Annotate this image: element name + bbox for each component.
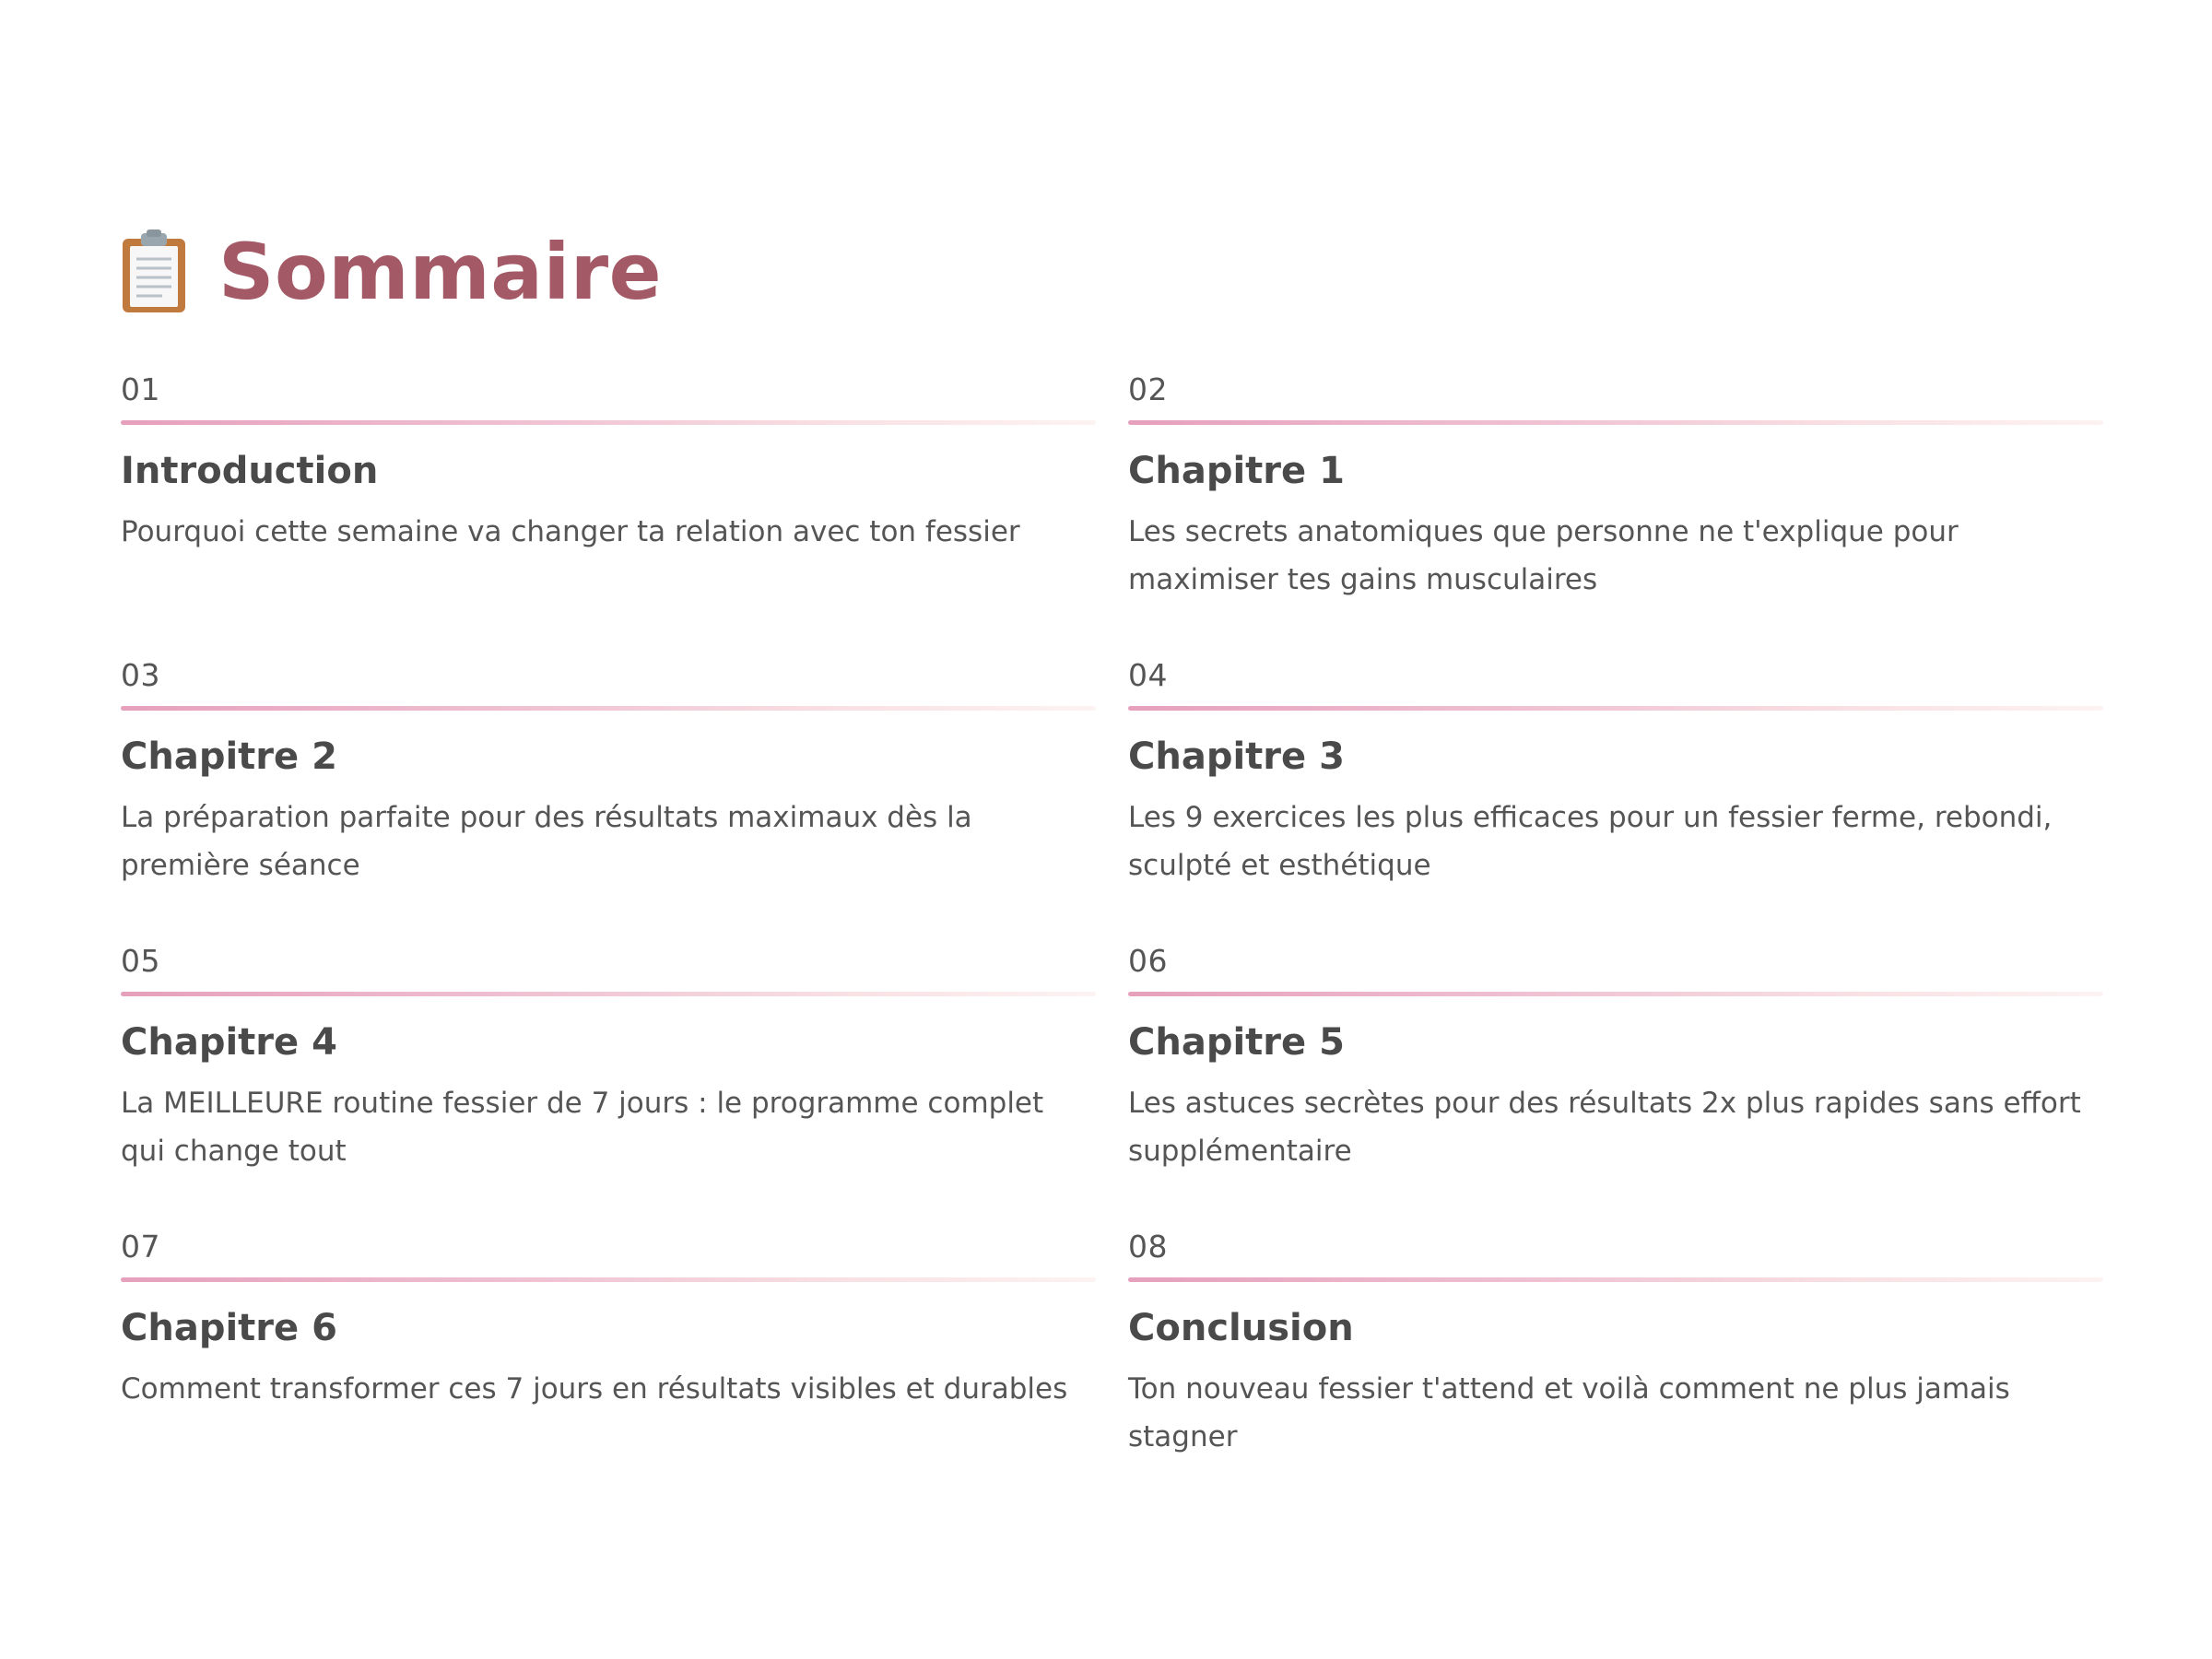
entry-divider bbox=[121, 420, 1096, 425]
entry-title: Chapitre 5 bbox=[1128, 1021, 1345, 1064]
toc-entry-02[interactable] bbox=[1128, 369, 2103, 654]
entry-number: 03 bbox=[121, 657, 160, 693]
entry-title: Conclusion bbox=[1128, 1307, 1354, 1349]
entry-divider bbox=[1128, 420, 2103, 425]
entry-number: 04 bbox=[1128, 657, 1168, 693]
entry-title: Introduction bbox=[121, 450, 379, 492]
entry-description: Les secrets anatomiques que personne ne t'explique pour maximiser tes gains musculaires bbox=[1128, 515, 1959, 596]
toc-entry-08[interactable] bbox=[1128, 1226, 2103, 1512]
entry-divider bbox=[121, 706, 1096, 711]
toc-entry-07[interactable] bbox=[121, 1226, 1096, 1512]
entry-title: Chapitre 4 bbox=[121, 1021, 337, 1064]
entry-divider bbox=[1128, 1277, 2103, 1282]
entry-number: 08 bbox=[1128, 1229, 1168, 1265]
toc-entry-03[interactable] bbox=[121, 654, 1096, 940]
entry-description: Ton nouveau fessier t'attend et voilà comment ne plus jamais stagner bbox=[1128, 1372, 2010, 1453]
entry-number: 02 bbox=[1128, 371, 1168, 407]
clipboard-icon bbox=[121, 229, 187, 314]
toc-entry-04[interactable] bbox=[1128, 654, 2103, 940]
page-header bbox=[121, 221, 2110, 323]
entry-title: Chapitre 1 bbox=[1128, 450, 1345, 492]
entry-divider bbox=[1128, 706, 2103, 711]
entry-description: La préparation parfaite pour des résultats maximaux dès la première séance bbox=[121, 801, 972, 882]
page-title: Sommaire bbox=[218, 227, 663, 317]
entry-title: Chapitre 2 bbox=[121, 735, 337, 778]
entry-description: Pourquoi cette semaine va changer ta relation avec ton fessier bbox=[121, 515, 1020, 548]
entry-number: 06 bbox=[1128, 943, 1168, 979]
entry-title: Chapitre 3 bbox=[1128, 735, 1345, 778]
toc-entry-05[interactable] bbox=[121, 940, 1096, 1226]
entry-description: Les 9 exercices les plus efficaces pour un fessier ferme, rebondi, sculpté et esthétique bbox=[1128, 801, 2053, 882]
toc-entry-06[interactable] bbox=[1128, 940, 2103, 1226]
entry-divider bbox=[121, 992, 1096, 996]
table-of-contents bbox=[121, 221, 2110, 1453]
toc-grid bbox=[121, 369, 2110, 1512]
entry-title: Chapitre 6 bbox=[121, 1307, 337, 1349]
entry-number: 01 bbox=[121, 371, 160, 407]
entry-number: 05 bbox=[121, 943, 160, 979]
toc-entry-01[interactable] bbox=[121, 369, 1096, 654]
entry-description: Les astuces secrètes pour des résultats 2x plus rapides sans effort supplémentaire bbox=[1128, 1087, 2081, 1168]
entry-divider bbox=[121, 1277, 1096, 1282]
entry-description: La MEILLEURE routine fessier de 7 jours : le programme complet qui change tout bbox=[121, 1087, 1044, 1168]
entry-number: 07 bbox=[121, 1229, 160, 1265]
entry-divider bbox=[1128, 992, 2103, 996]
entry-description: Comment transformer ces 7 jours en résultats visibles et durables bbox=[121, 1372, 1068, 1406]
